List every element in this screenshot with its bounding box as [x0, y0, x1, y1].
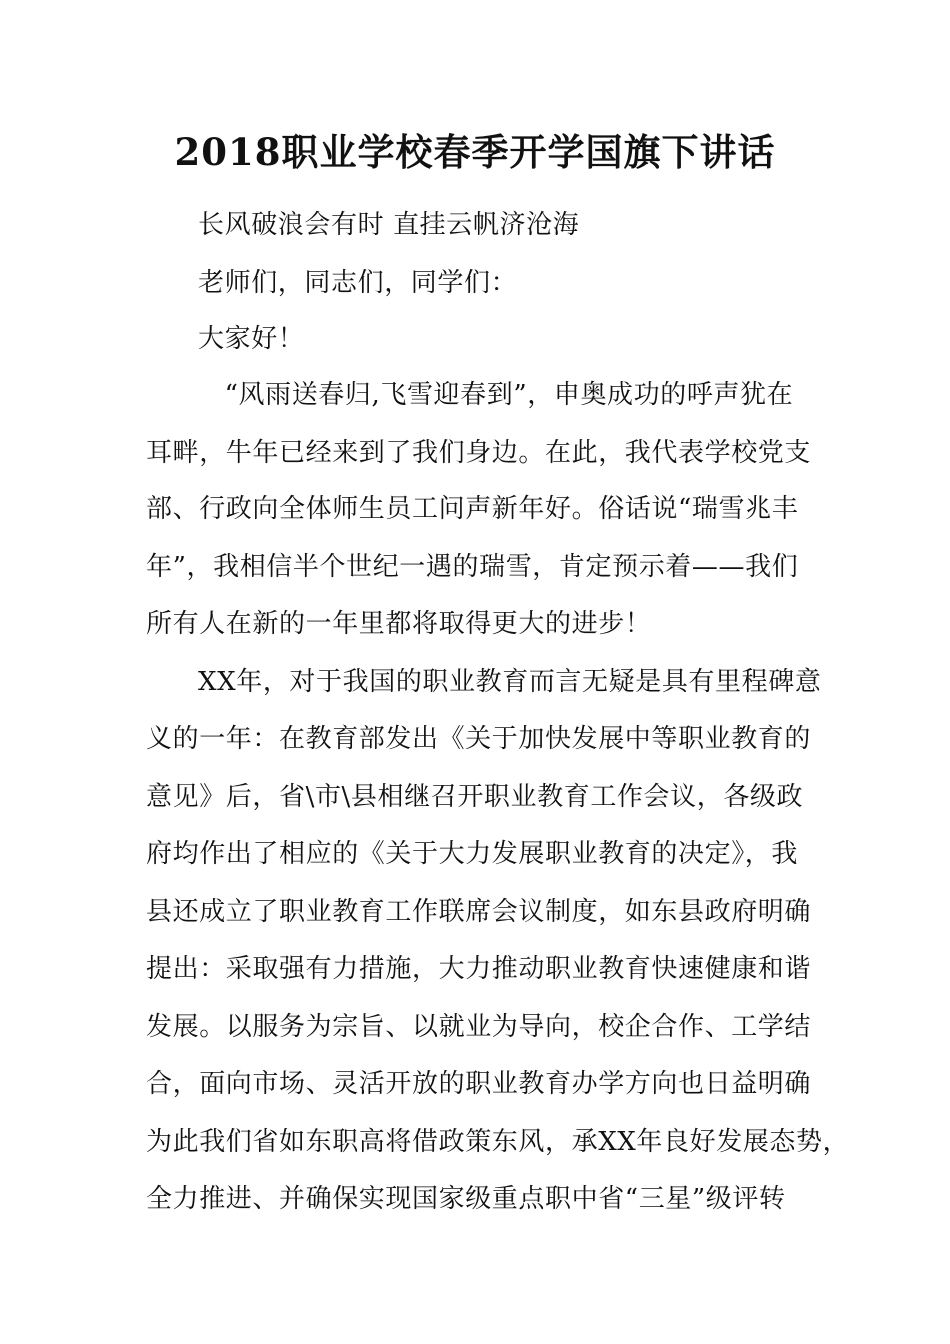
document-title: 2018职业学校春季开学国旗下讲话: [174, 130, 776, 174]
paragraph-line: 府均作出了相应的《关于大力发展职业教育的决定》，我: [146, 839, 799, 869]
paragraph-line: 部、行政向全体师生员工问声新年好。俗话说“瑞雪兆丰: [146, 494, 799, 524]
paragraph-line: 所有人在新的一年里都将取得更大的进步！: [146, 609, 652, 639]
paragraph-line: 义的一年：在教育部发出《关于加快发展中等职业教育的: [146, 724, 812, 754]
greeting-line: 大家好！: [198, 324, 305, 354]
paragraph-line: 年”，我相信半个世纪一遇的瑞雪，肯定预示着——我们: [146, 552, 799, 582]
paragraph-line: XX年，对于我国的职业教育而言无疑是具有里程碑意: [198, 667, 822, 697]
paragraph-line: 县还成立了职业教育工作联席会议制度，如东县政府明确: [146, 897, 812, 927]
paragraph-line: 发展。以服务为宗旨、以就业为导向，校企合作、工学结: [146, 1012, 812, 1042]
paragraph-line: 合，面向市场、灵活开放的职业教育办学方向也日益明确: [146, 1069, 812, 1099]
paragraph-line: 意见》后，省\市\县相继召开职业教育工作会议，各级政: [146, 782, 804, 812]
paragraph-line: 全力推进、并确保实现国家级重点职中省“三星”级评转: [146, 1184, 786, 1214]
paragraph-line: 耳畔，牛年已经来到了我们身边。在此，我代表学校党支: [146, 438, 812, 468]
subtitle-line: 长风破浪会有时 直挂云帆济沧海: [198, 210, 580, 240]
paragraph-line: 提出：采取强有力措施，大力推动职业教育快速健康和谐: [146, 954, 812, 984]
paragraph-line: “风雨送春归,飞雪迎春到”，申奥成功的呼声犹在: [198, 380, 794, 410]
salutation-line: 老师们，同志们，同学们：: [198, 268, 518, 298]
paragraph-line: 为此我们省如东职高将借政策东风，承XX年良好发展态势，: [146, 1127, 850, 1157]
